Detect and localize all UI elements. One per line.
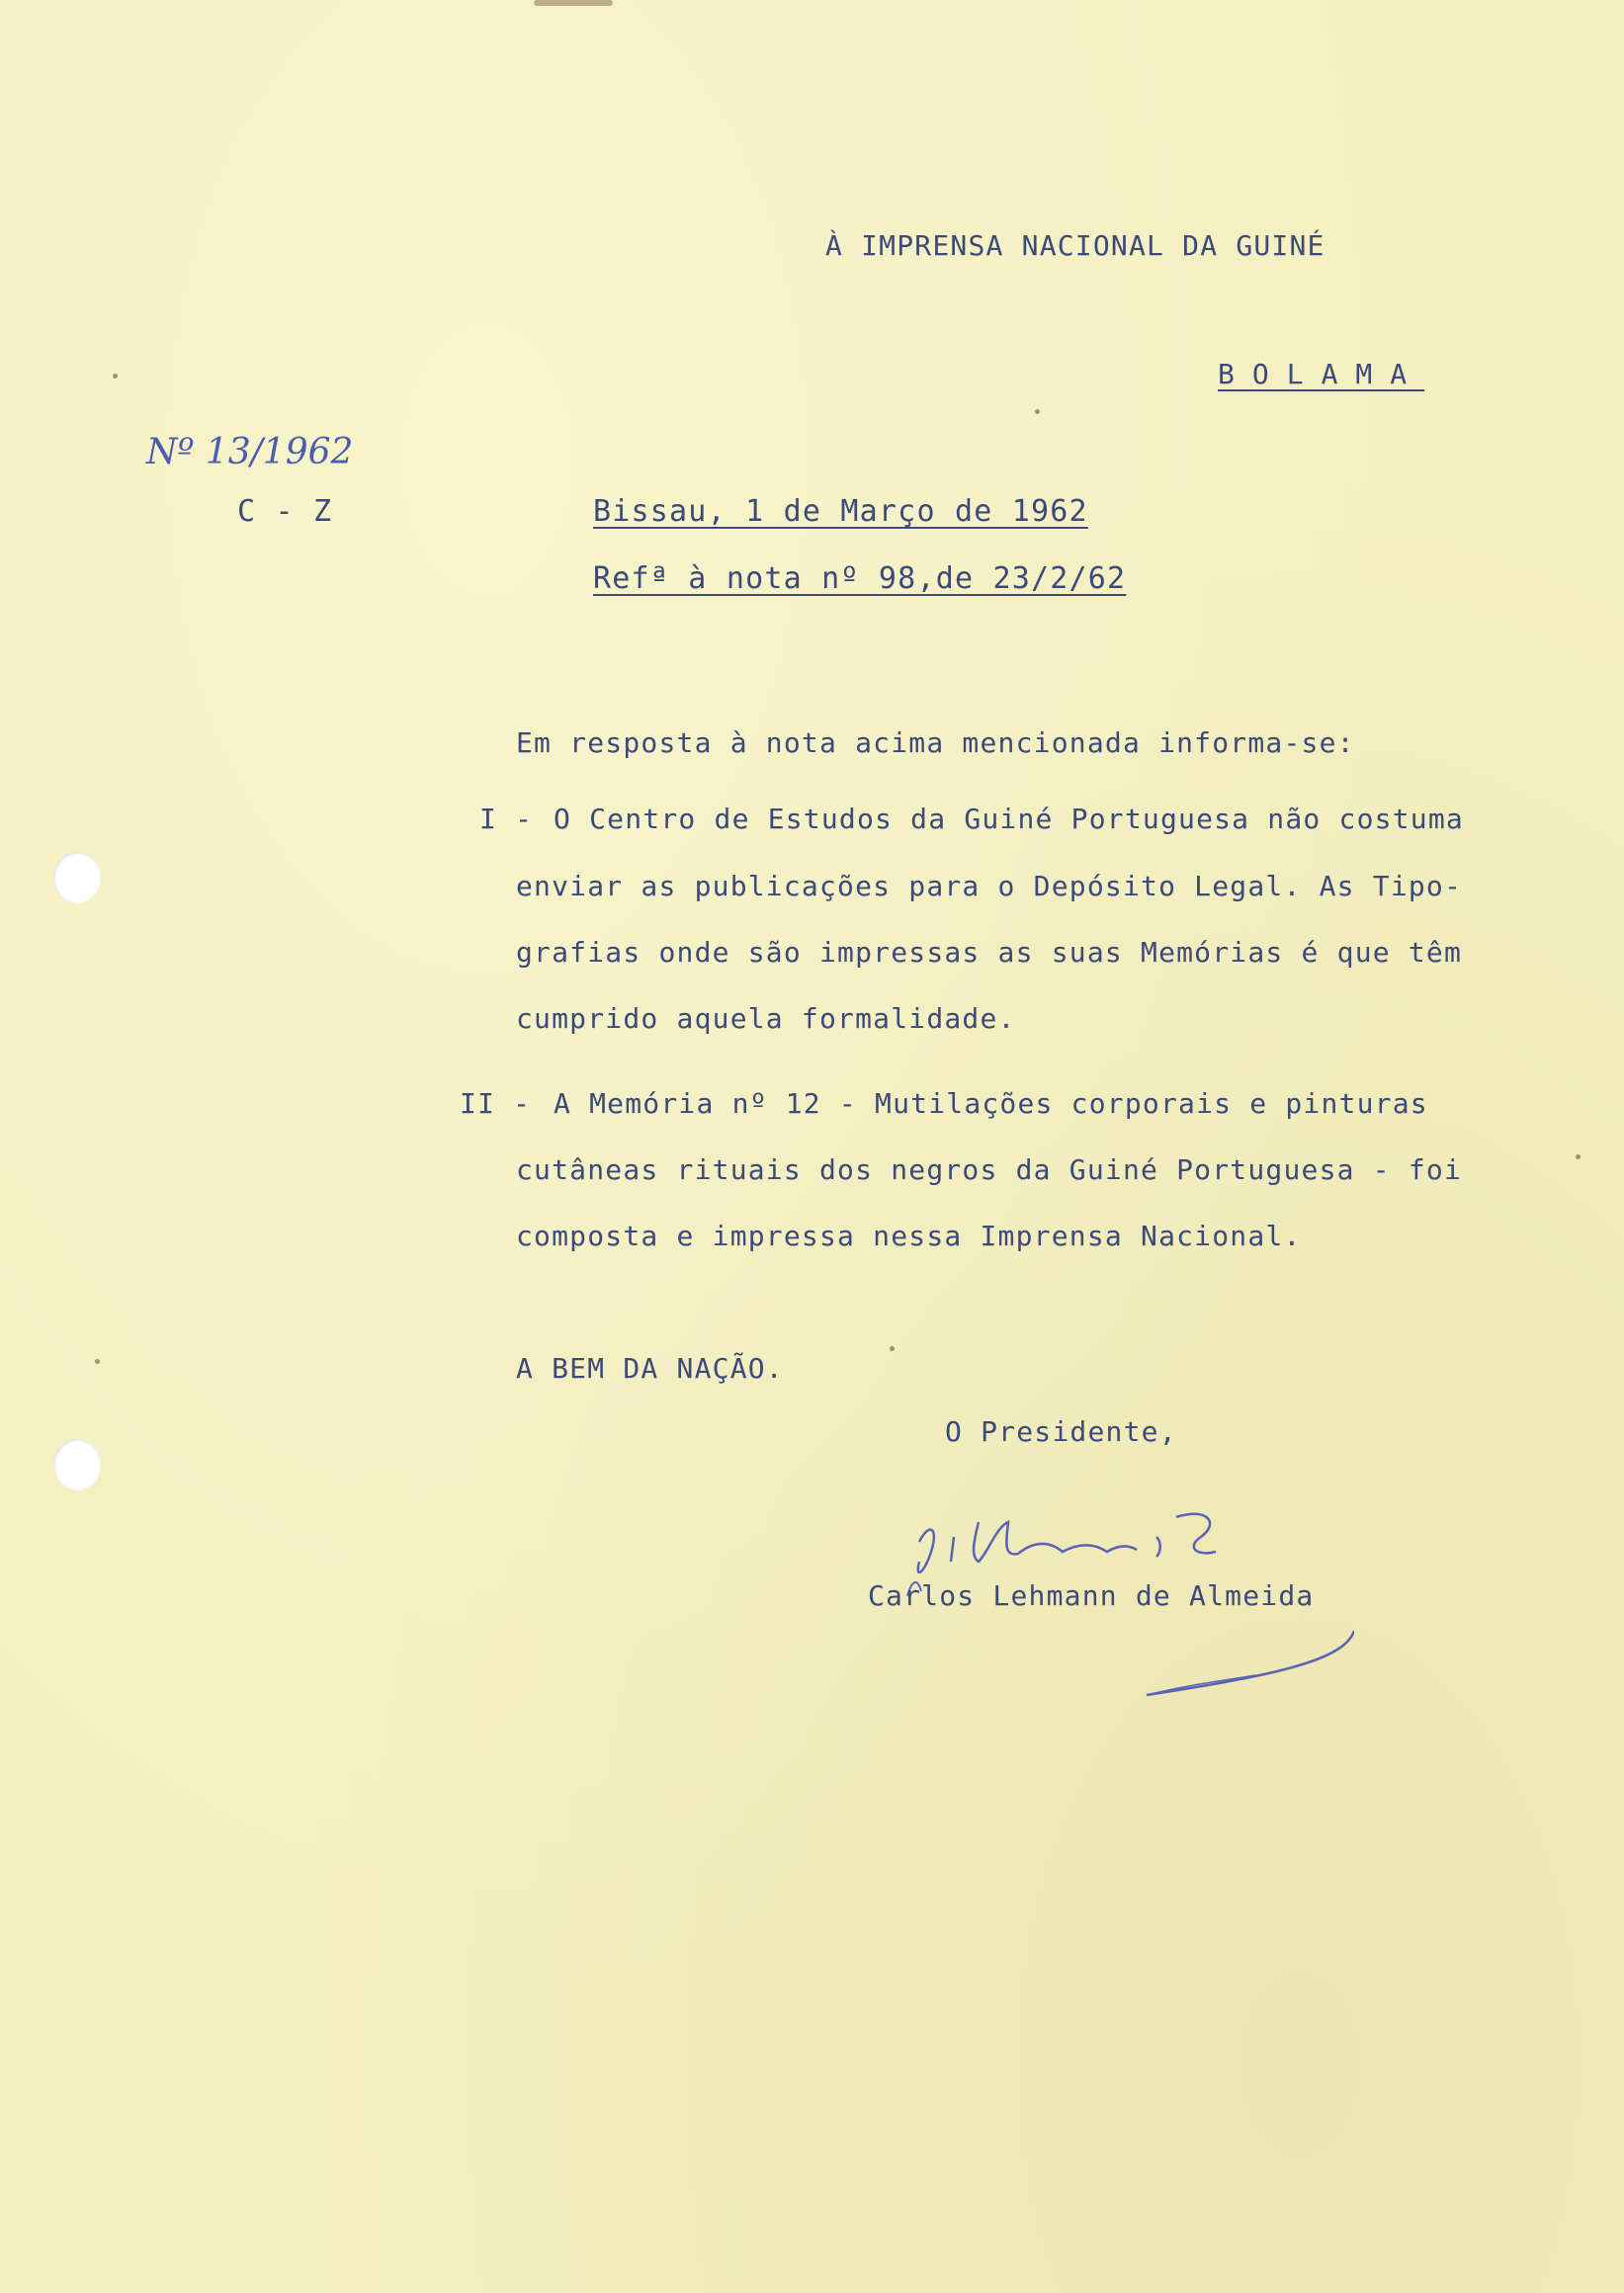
speck	[890, 1346, 895, 1351]
reference-note: Refª à nota nº 98,de 23/2/62	[593, 561, 1127, 596]
point-2-line: A Memória nº 12 - Mutilações corporais e pinturas	[554, 1087, 1428, 1120]
speck	[1035, 409, 1040, 414]
point-1-line: enviar as publicações para o Depósito Legal. As Tipo-	[516, 870, 1463, 902]
date-line: Bissau, 1 de Março de 1962	[593, 494, 1088, 529]
closing-formula: A BEM DA NAÇÃO.	[516, 1352, 784, 1385]
paper-stain	[534, 0, 613, 6]
signer-title: O Presidente,	[945, 1415, 1177, 1448]
speck	[113, 374, 118, 379]
speck	[1576, 1154, 1581, 1159]
punch-hole	[53, 852, 101, 903]
reference-code: C - Z	[237, 494, 333, 529]
punch-hole	[53, 1439, 101, 1490]
point-1-marker: I -	[479, 803, 534, 835]
point-1-line: grafias onde são impressas as suas Memórias é que têm	[516, 936, 1463, 969]
place-bolama: BOLAMA	[1218, 358, 1425, 390]
addressee: À IMPRENSA NACIONAL DA GUINÉ	[825, 229, 1325, 262]
point-2-line: composta e impressa nessa Imprensa Nacional.	[516, 1220, 1302, 1252]
speck	[95, 1359, 100, 1364]
handwritten-reference-number: Nº 13/1962	[146, 432, 354, 472]
point-1-line: O Centro de Estudos da Guiné Portuguesa não costuma	[554, 803, 1464, 835]
signer-name: Carlos Lehmann de Almeida	[868, 1579, 1315, 1612]
point-2-line: cutâneas rituais dos negros da Guiné Portuguesa - foi	[516, 1153, 1463, 1186]
intro-paragraph: Em resposta à nota acima mencionada informa-se:	[516, 726, 1355, 759]
point-1-line: cumprido aquela formalidade.	[516, 1002, 1016, 1035]
point-2-marker: II -	[460, 1087, 532, 1120]
